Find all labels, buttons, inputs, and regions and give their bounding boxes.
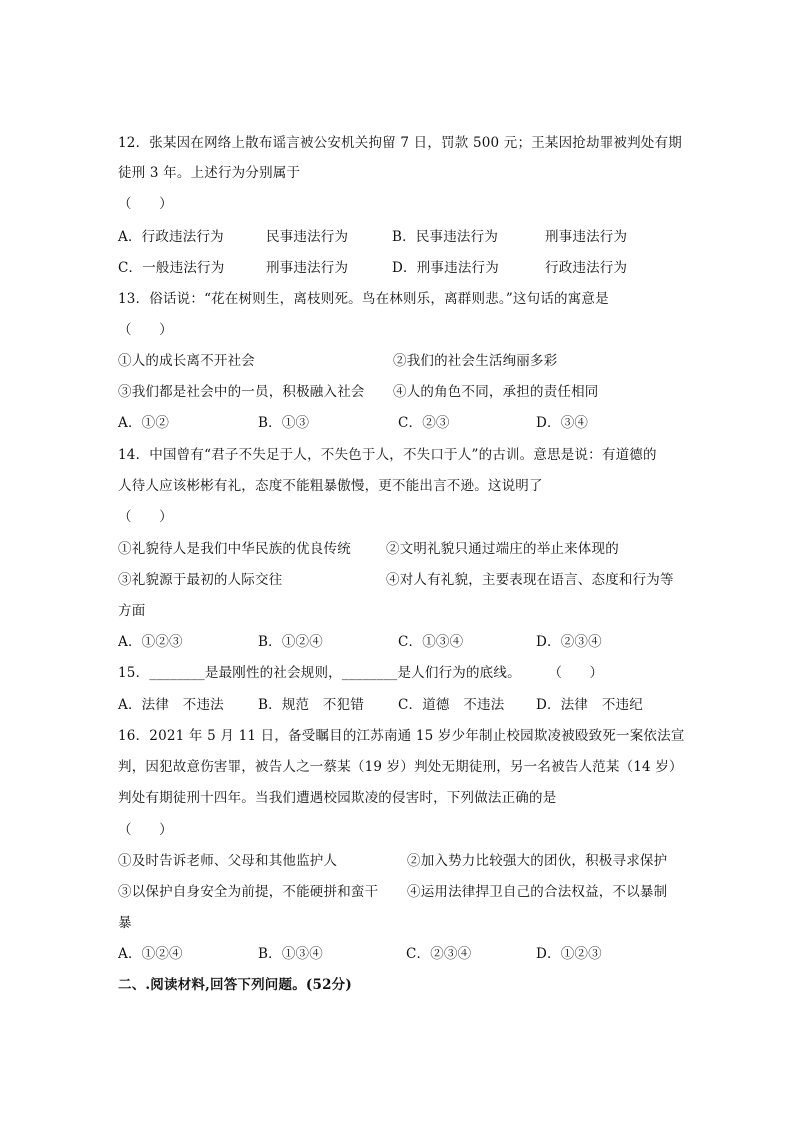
q16-stem-line3: 判处有期徒刑十四年。当我们遭遇校园欺凌的侵害时，下列做法正确的是 — [118, 790, 557, 806]
q14-option-d: D．②③④ — [536, 634, 602, 650]
q13-answer-blank: （ ） — [118, 322, 173, 338]
q13-statement-2: ②我们的社会生活绚丽多彩 — [393, 353, 558, 369]
q12-option-a2: 民事违法行为 — [266, 229, 349, 245]
q12-answer-blank: （ ） — [118, 196, 173, 212]
q12-option-c2: 刑事违法行为 — [266, 260, 349, 276]
q16-statement-3: ③以保护自身安全为前提，不能硬拼和蛮干 — [118, 884, 379, 900]
q16-option-d: D．①②③ — [536, 946, 602, 962]
q14-option-c: C．①③④ — [398, 634, 464, 650]
q15-option-c: C．道德 不违法 — [398, 697, 505, 713]
section-heading: 二、.阅读材料,回答下列问题。(52分) — [118, 977, 352, 993]
q12-option-d1: D．刑事违法行为 — [392, 260, 499, 276]
q13-statement-1: ①人的成长离不开社会 — [118, 353, 255, 369]
q13-option-c: C．②③ — [398, 415, 450, 431]
q12-option-d2: 行政违法行为 — [545, 260, 628, 276]
q14-stem-line1: 14．中国曾有“君子不失足于人，不失色于人，不失口于人”的古训。意思是说：有道德的 — [118, 447, 657, 463]
q14-statement-4: ④对人有礼貌，主要表现在语言、态度和行为等 — [386, 572, 674, 588]
q16-statement-4: ④运用法律捍卫自己的合法权益，不以暴制 — [407, 884, 668, 900]
q12-option-a1: A．行政违法行为 — [118, 229, 224, 245]
q13-option-d: D．③④ — [536, 415, 589, 431]
q13-stem-line1: 13．俗话说：“花在树则生，离枝则死。鸟在林则乐，离群则悲。”这句话的寓意是 — [118, 291, 609, 307]
q16-stem-line1: 16．2021 年 5 月 11 日，备受瞩目的江苏南通 15 岁少年制止校园欺凌被殴致死一案依法宣 — [118, 728, 685, 744]
q13-option-a: A．①② — [118, 415, 170, 431]
q16-statement-1: ①及时告诉老师、父母和其他监护人 — [118, 853, 338, 869]
q12-stem-line2: 徒刑 3 年。上述行为分别属于 — [118, 165, 301, 181]
q12-option-c1: C．一般违法行为 — [118, 260, 225, 276]
q15-option-b: B．规范 不犯错 — [258, 697, 365, 713]
q14-option-b: B．①②④ — [258, 634, 323, 650]
q16-option-a: A．①②④ — [118, 946, 183, 962]
q16-statement-4-cont: 暴 — [118, 915, 132, 931]
q12-option-b2: 刑事违法行为 — [545, 229, 628, 245]
q16-statement-2: ②加入势力比较强大的团伙，积极寻求保护 — [407, 853, 668, 869]
q16-option-b: B．①③④ — [258, 946, 323, 962]
q15-option-a: A．法律 不违法 — [118, 697, 224, 713]
q13-statement-4: ④人的角色不同，承担的责任相同 — [393, 384, 599, 400]
q16-option-c: C．②③④ — [406, 946, 472, 962]
q12-option-b1: B．民事违法行为 — [392, 229, 499, 245]
q14-answer-blank: （ ） — [118, 509, 173, 525]
q14-statement-2: ②文明礼貌只通过端庄的举止来体现的 — [386, 541, 619, 557]
q14-option-a: A．①②③ — [118, 634, 183, 650]
q14-statement-1: ①礼貌待人是我们中华民族的优良传统 — [118, 541, 351, 557]
q13-statement-3: ③我们都是社会中的一员，积极融入社会 — [118, 384, 365, 400]
q14-stem-line2: 人待人应该彬彬有礼，态度不能粗暴傲慢，更不能出言不逊。这说明了 — [118, 478, 543, 494]
q15-stem: 15．________是最刚性的社会规则，________是人们行为的底线。 （ ） — [118, 665, 604, 681]
q15-option-d: D．法律 不违纪 — [536, 697, 643, 713]
q16-stem-line2: 判，因犯故意伤害罪，被告人之一蔡某（19 岁）判处无期徒刑，另一名被告人范某（14 岁） — [118, 759, 683, 775]
q13-option-b: B．①③ — [258, 415, 310, 431]
q14-statement-3: ③礼貌源于最初的人际交往 — [118, 572, 283, 588]
q14-statement-4-cont: 方面 — [118, 603, 146, 619]
q12-stem-line1: 12．张某因在网络上散布谣言被公安机关拘留 7 日，罚款 500 元；王某因抢劫罪被判处有期 — [118, 135, 682, 151]
q16-answer-blank: （ ） — [118, 822, 173, 838]
